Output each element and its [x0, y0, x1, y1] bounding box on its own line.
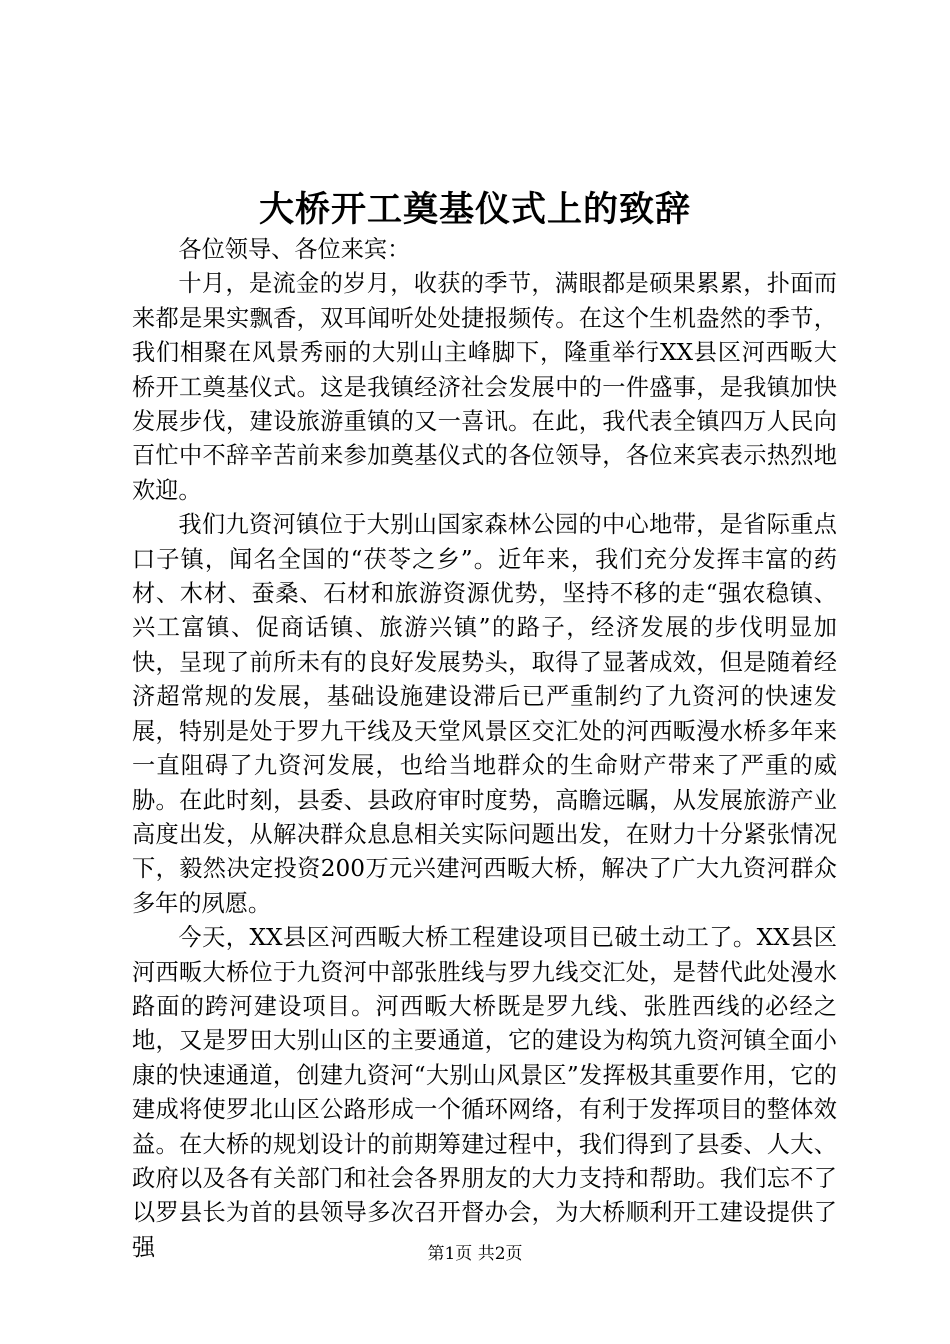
- salutation-paragraph: 各位领导、各位来宾：: [178, 236, 411, 263]
- page-title: 大桥开工奠基仪式上的致辞: [258, 189, 691, 230]
- document-body: [132, 233, 837, 1265]
- body-paragraph: 我们九资河镇位于大别山国家森林公园的中心地带，是省际重点口子镇，闻名全国的“茯苓之乡”。近年来，我们充分发挥丰富的药材、木材、蚕桑、石材和旅游资源优势，坚持不移的走“强农稳镇、兴工富镇、促商话镇、旅游兴镇”的路子，经济发展的步伐明显加快，呈现了前所未有的良好发展势头，取得了显著成效，但是随着经济超常规的发展，基础设施建设滞后已严重制约了九资河的快速发展，特别是处于罗九干线及天堂风景区交汇处的河西畈漫水桥多年来一直阻碍了九资河发展，也给当地群众的生命财产带来了严重的威胁。在此时刻，县委、县政府审时度势，高瞻远瞩，从发展旅游产业高度出发，从解决群众息息相关实际问题出发，在财力十分紧张情况下，毅然决定投资200万元兴建河西畈大桥，解决了广大九资河群众多年的夙愿。: [132, 511, 837, 917]
- body-paragraph: 今天，XX县区河西畈大桥工程建设项目已破土动工了。XX县区河西畈大桥位于九资河中部张胜线与罗九线交汇处，是替代此处漫水路面的跨河建设项目。河西畈大桥既是罗九线、张胜西线的必经之地，又是罗田大别山区的主要通道，它的建设为构筑九资河镇全面小康的快速通道，创建九资河“大别山风景区”发挥极其重要作用，它的建成将使罗北山区公路形成一个循环网络，有利于发挥项目的整体效益。在大桥的规划设计的前期筹建过程中，我们得到了县委、人大、政府以及各有关部门和社会各界朋友的大力支持和帮助。我们忘不了以罗县长为首的县领导多次召开督办会，为大桥顺利开工建设提供了强: [132, 924, 837, 1261]
- body-paragraph: 十月，是流金的岁月，收获的季节，满眼都是硕果累累，扑面而来都是果实飘香，双耳闻听处处捷报频传。在这个生机盎然的季节，我们相聚在风景秀丽的大别山主峰脚下，隆重举行XX县区河西畈大桥开工奠基仪式。这是我镇经济社会发展中的一件盛事，是我镇加快发展步伐，建设旅游重镇的又一喜讯。在此，我代表全镇四万人民向百忙中不辞辛苦前来参加奠基仪式的各位领导，各位来宾表示热烈地欢迎。: [132, 270, 837, 504]
- page-footer: 第1页 共2页: [427, 1244, 523, 1264]
